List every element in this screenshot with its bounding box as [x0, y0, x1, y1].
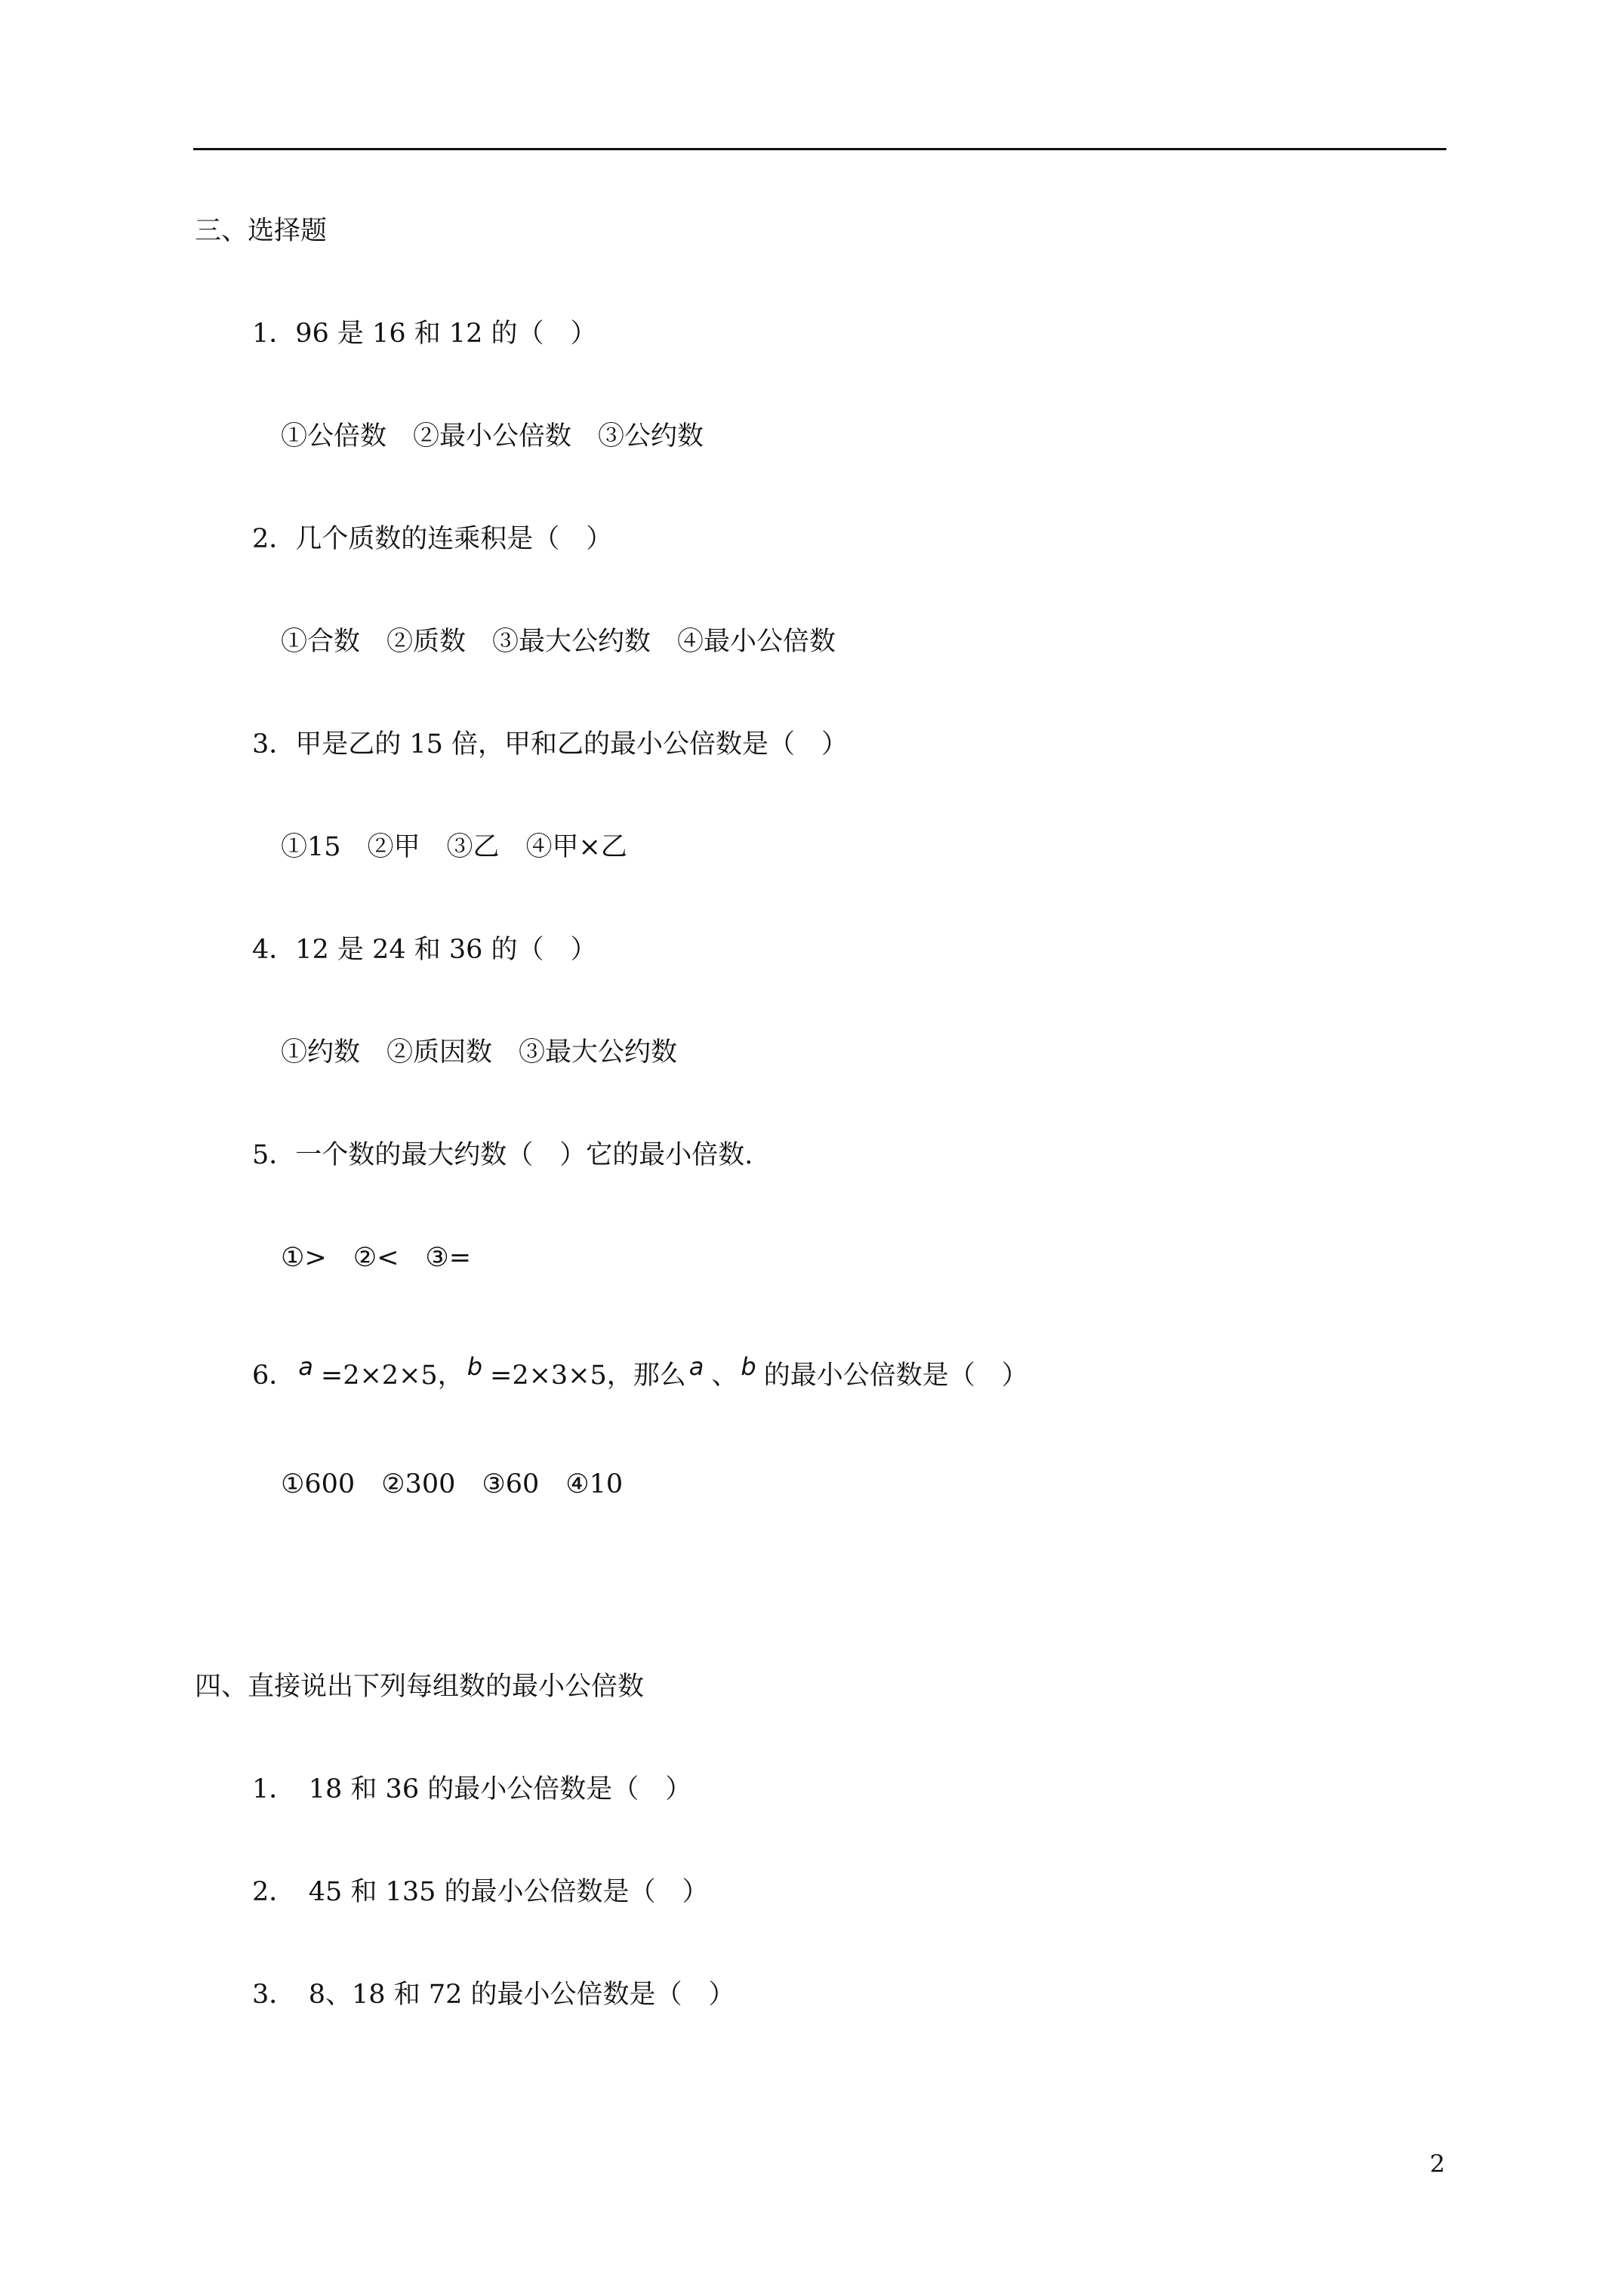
variable-a: a	[298, 1352, 313, 1381]
question-3-1-options: ①公倍数 ②最小公倍数 ③公约数	[281, 421, 704, 451]
header-rule	[193, 148, 1446, 150]
section-4-heading: 四、直接说出下列每组数的最小公倍数	[195, 1672, 645, 1702]
question-3-6-part1: =2×2×5，	[320, 1361, 464, 1391]
question-3-1: 1．96 是 16 和 12 的（ ）	[252, 319, 597, 349]
question-4-3: 3． 8、18 和 72 的最小公倍数是（ ）	[252, 1980, 735, 2010]
variable-b-second: b	[741, 1352, 756, 1381]
question-3-6	[252, 1352, 1028, 1392]
question-3-3: 3．甲是乙的 15 倍，甲和乙的最小公倍数是（ ）	[252, 729, 848, 760]
question-3-4-options: ①约数 ②质因数 ③最大公约数	[281, 1037, 678, 1068]
question-3-5-options: ①> ②< ③=	[281, 1243, 472, 1273]
variable-a-second: a	[688, 1352, 704, 1381]
question-3-6-number: 6．	[252, 1361, 296, 1391]
question-3-6-part3: 的最小公倍数是（ ）	[763, 1361, 1028, 1391]
question-3-2: 2．几个质数的连乘积是（ ）	[252, 524, 613, 554]
variable-b: b	[467, 1352, 482, 1381]
page-number: 2	[1430, 2150, 1446, 2178]
question-3-3-options: ①15 ②甲 ③乙 ④甲×乙	[281, 832, 627, 862]
question-3-6-separator: 、	[711, 1361, 738, 1391]
question-3-5: 5．一个数的最大约数（ ）它的最小倍数.	[252, 1140, 753, 1170]
question-3-4: 4．12 是 24 和 36 的（ ）	[252, 935, 597, 965]
question-4-2: 2． 45 和 135 的最小公倍数是（ ）	[252, 1877, 709, 1907]
question-3-6-options: ①600 ②300 ③60 ④10	[281, 1469, 624, 1499]
question-3-6-part2: =2×3×5，那么	[490, 1361, 686, 1391]
section-3-heading: 三、选择题	[195, 216, 328, 246]
question-3-2-options: ①合数 ②质数 ③最大公约数 ④最小公倍数	[281, 627, 836, 657]
question-4-1: 1． 18 和 36 的最小公倍数是（ ）	[252, 1774, 692, 1804]
